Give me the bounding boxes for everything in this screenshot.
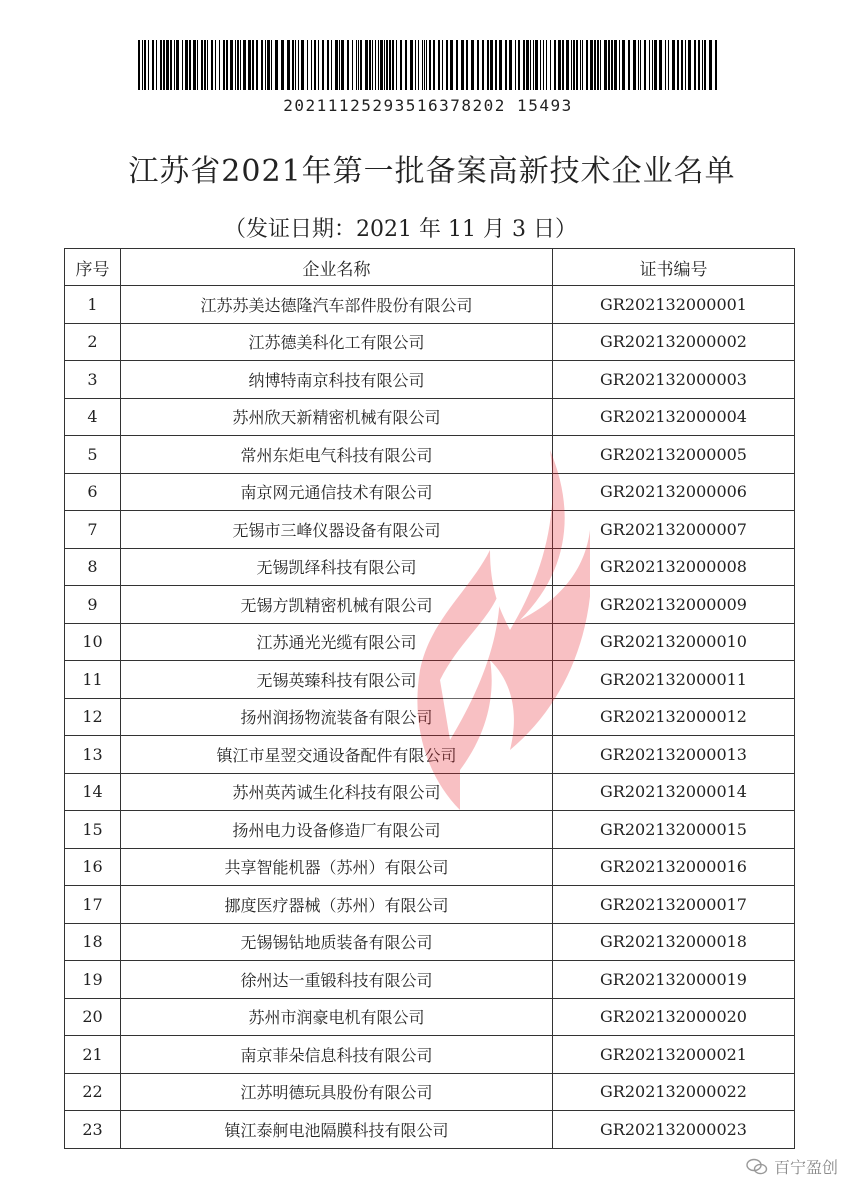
wechat-icon bbox=[746, 1158, 768, 1176]
row-certificate-no: GR202132000022 bbox=[553, 1073, 795, 1111]
table-header-row bbox=[65, 249, 795, 286]
table-row bbox=[65, 661, 795, 699]
table-row bbox=[65, 1036, 795, 1074]
table-row bbox=[65, 886, 795, 924]
row-company-name: 苏州欣天新精密机械有限公司 bbox=[121, 398, 553, 436]
row-serial: 5 bbox=[65, 436, 121, 474]
table-row bbox=[65, 548, 795, 586]
row-certificate-no: GR202132000017 bbox=[553, 886, 795, 924]
row-certificate-no: GR202132000013 bbox=[553, 736, 795, 774]
row-certificate-no: GR202132000014 bbox=[553, 773, 795, 811]
row-certificate-no: GR202132000018 bbox=[553, 923, 795, 961]
document-title: 江苏省2021年第一批备案高新技术企业名单 bbox=[128, 154, 736, 189]
row-company-name: 镇江泰舸电池隔膜科技有限公司 bbox=[121, 1111, 553, 1149]
row-serial: 22 bbox=[65, 1073, 121, 1111]
row-certificate-no: GR202132000023 bbox=[553, 1111, 795, 1149]
row-certificate-no: GR202132000005 bbox=[553, 436, 795, 474]
row-certificate-no: GR202132000006 bbox=[553, 473, 795, 511]
table-row bbox=[65, 773, 795, 811]
header-company-name: 企业名称 bbox=[121, 249, 553, 286]
table-row bbox=[65, 286, 795, 324]
table-row bbox=[65, 998, 795, 1036]
row-certificate-no: GR202132000004 bbox=[553, 398, 795, 436]
row-company-name: 江苏明德玩具股份有限公司 bbox=[121, 1073, 553, 1111]
header-serial: 序号 bbox=[65, 249, 121, 286]
row-serial: 13 bbox=[65, 736, 121, 774]
row-serial: 21 bbox=[65, 1036, 121, 1074]
row-serial: 1 bbox=[65, 286, 121, 324]
barcode-number: 20211125293516378202 15493 bbox=[283, 96, 573, 115]
row-serial: 2 bbox=[65, 323, 121, 361]
row-company-name: 苏州市润豪电机有限公司 bbox=[121, 998, 553, 1036]
row-certificate-no: GR202132000019 bbox=[553, 961, 795, 999]
row-company-name: 共享智能机器（苏州）有限公司 bbox=[121, 848, 553, 886]
table-row bbox=[65, 361, 795, 399]
row-serial: 10 bbox=[65, 623, 121, 661]
row-serial: 8 bbox=[65, 548, 121, 586]
table-row bbox=[65, 623, 795, 661]
row-serial: 19 bbox=[65, 961, 121, 999]
table-row bbox=[65, 323, 795, 361]
row-serial: 4 bbox=[65, 398, 121, 436]
row-certificate-no: GR202132000012 bbox=[553, 698, 795, 736]
table-row bbox=[65, 961, 795, 999]
table-row bbox=[65, 398, 795, 436]
row-company-name: 无锡锡钻地质装备有限公司 bbox=[121, 923, 553, 961]
row-certificate-no: GR202132000001 bbox=[553, 286, 795, 324]
row-company-name: 镇江市星翌交通设备配件有限公司 bbox=[121, 736, 553, 774]
row-company-name: 无锡方凯精密机械有限公司 bbox=[121, 586, 553, 624]
row-company-name: 江苏通光光缆有限公司 bbox=[121, 623, 553, 661]
row-certificate-no: GR202132000008 bbox=[553, 548, 795, 586]
row-certificate-no: GR202132000007 bbox=[553, 511, 795, 549]
row-serial: 7 bbox=[65, 511, 121, 549]
row-certificate-no: GR202132000020 bbox=[553, 998, 795, 1036]
table-row bbox=[65, 848, 795, 886]
barcode-icon bbox=[138, 40, 718, 90]
row-serial: 23 bbox=[65, 1111, 121, 1149]
row-serial: 16 bbox=[65, 848, 121, 886]
row-serial: 14 bbox=[65, 773, 121, 811]
row-company-name: 扬州润扬物流装备有限公司 bbox=[121, 698, 553, 736]
row-serial: 6 bbox=[65, 473, 121, 511]
row-certificate-no: GR202132000002 bbox=[553, 323, 795, 361]
row-serial: 18 bbox=[65, 923, 121, 961]
table-row bbox=[65, 511, 795, 549]
row-company-name: 无锡凯绎科技有限公司 bbox=[121, 548, 553, 586]
row-company-name: 徐州达一重锻科技有限公司 bbox=[121, 961, 553, 999]
wechat-account-name: 百宁盈创 bbox=[773, 1158, 838, 1177]
table-row bbox=[65, 1073, 795, 1111]
row-certificate-no: GR202132000009 bbox=[553, 586, 795, 624]
table-row bbox=[65, 736, 795, 774]
header-certificate-no: 证书编号 bbox=[553, 249, 795, 286]
row-serial: 11 bbox=[65, 661, 121, 699]
row-company-name: 挪度医疗器械（苏州）有限公司 bbox=[121, 886, 553, 924]
issue-date-subtitle: （发证日期：2021 年 11 月 3 日） bbox=[224, 217, 577, 242]
row-certificate-no: GR202132000011 bbox=[553, 661, 795, 699]
table-row bbox=[65, 586, 795, 624]
row-serial: 9 bbox=[65, 586, 121, 624]
row-serial: 15 bbox=[65, 811, 121, 849]
row-company-name: 江苏苏美达德隆汽车部件股份有限公司 bbox=[121, 286, 553, 324]
wechat-watermark bbox=[746, 1155, 838, 1178]
row-company-name: 纳博特南京科技有限公司 bbox=[121, 361, 553, 399]
table-row bbox=[65, 1111, 795, 1149]
row-company-name: 南京菲朵信息科技有限公司 bbox=[121, 1036, 553, 1074]
barcode-block bbox=[138, 40, 718, 115]
table-row bbox=[65, 923, 795, 961]
row-certificate-no: GR202132000021 bbox=[553, 1036, 795, 1074]
row-company-name: 常州东炬电气科技有限公司 bbox=[121, 436, 553, 474]
row-company-name: 南京网元通信技术有限公司 bbox=[121, 473, 553, 511]
row-serial: 20 bbox=[65, 998, 121, 1036]
row-certificate-no: GR202132000015 bbox=[553, 811, 795, 849]
row-certificate-no: GR202132000010 bbox=[553, 623, 795, 661]
table-row bbox=[65, 811, 795, 849]
row-serial: 12 bbox=[65, 698, 121, 736]
row-certificate-no: GR202132000003 bbox=[553, 361, 795, 399]
row-company-name: 无锡英臻科技有限公司 bbox=[121, 661, 553, 699]
row-serial: 17 bbox=[65, 886, 121, 924]
row-company-name: 苏州英芮诚生化科技有限公司 bbox=[121, 773, 553, 811]
row-company-name: 无锡市三峰仪器设备有限公司 bbox=[121, 511, 553, 549]
table-row bbox=[65, 473, 795, 511]
row-certificate-no: GR202132000016 bbox=[553, 848, 795, 886]
table-row bbox=[65, 698, 795, 736]
row-serial: 3 bbox=[65, 361, 121, 399]
table-row bbox=[65, 436, 795, 474]
row-company-name: 扬州电力设备修造厂有限公司 bbox=[121, 811, 553, 849]
row-company-name: 江苏德美科化工有限公司 bbox=[121, 323, 553, 361]
enterprise-table bbox=[64, 248, 795, 1149]
